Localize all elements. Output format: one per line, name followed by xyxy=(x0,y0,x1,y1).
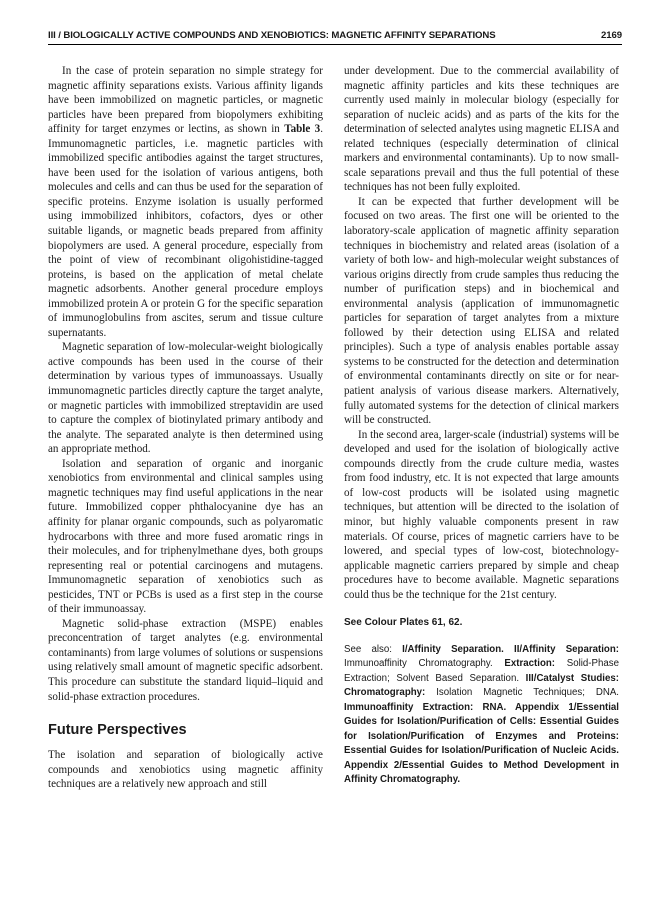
right-column xyxy=(344,64,619,788)
see-also-link-extraction[interactable]: Extraction: xyxy=(504,658,556,670)
see-also-link-appendices[interactable]: Immunoaffinity Extraction: RNA. Appendix 1/Essential Guides for Isolation/Purification of Cells: Essential Guides for Isolation/Purification of Enzymes and Proteins: Essential Guides for Isolation/Purification of Nucleic Acids. Appendix 2/Essential Guides to Method Development in Affinity Chromatography. xyxy=(344,701,619,786)
paragraph-xenobiotics: Isolation and separation of organic and inorganic xenobiotics from environmental and clinical samples using magnetic techniques may find useful applications in the near future. Immobilized copper phthalocyanine dye has an affinity for planar organic compounds, such as polyaromatic hydrocarbons with three and more fused aromatic rings in their molecules, and for triphenylmethane dyes, both groups representing real or potential carcinogens and mutagens. Immunomagnetic separation of xenobiotics such as pesticides, TNT or PCBs is used as a first step in the course of their immunoassay. xyxy=(48,457,323,616)
see-also-link-catalyst-studies[interactable]: III/Catalyst Studies: Chromatography: xyxy=(344,672,619,699)
paragraph-protein-separation-text-a: In the case of protein separation no simple strategy for magnetic affinity separations exists. Various affinity ligands have been immobilized on magnetic particles, or magnetic particles have been prepared from biopolymers exhibiting affinity for target enzymes or lectins, as shown in xyxy=(48,65,323,136)
left-column xyxy=(48,64,323,792)
section-heading-future-perspectives: Future Perspectives xyxy=(48,722,187,739)
paragraph-future-intro: The isolation and separation of biologically active compounds and xenobiotics using magnetic affinity techniques are a relatively new approach and still xyxy=(48,749,323,791)
paragraph-mspe: Magnetic solid-phase extraction (MSPE) enables preconcentration of target analytes (e.g. environmental contaminants) from large volumes of solutions or suspensions using relatively small amount of magnetic specific adsorbent. This procedure can substitute the standard liquid–liquid and solid-phase extraction procedures. xyxy=(48,617,323,703)
see-also-link-affinity-separation[interactable]: I/Affinity Separation. II/Affinity Separation: xyxy=(402,643,619,655)
see-also-text-immunoaffinity: Immunoaffinity Chromatography. xyxy=(344,658,505,670)
paragraph-protein-separation-text-b: . Immunomagnetic particles, i.e. magnetic particles with immobilized specific antibodies against the target structures, have been used for the isolation of various antigens, both molecules and cells and can thus be used for the separation of specific proteins. Enzyme isolation is usually performed using immobilized inhibitors, cofactors, dyes or other suitable ligands, or magnetic beads prepared from affinity biopolymers are used. A general procedure, especially from the point of view of recombinant oligohistidine-tagged proteins, is based on the application of metal chelate magnetic adsorbents. Another general procedure employs immobilized protein A or protein G for the specific separation of immunoglobulins from ascites, serum and tissue culture supernatants. xyxy=(48,123,323,339)
page-number: 2169 xyxy=(601,30,622,41)
running-header xyxy=(48,30,622,45)
paragraph-protein-separation xyxy=(48,64,323,340)
colour-plates-note: See Colour Plates 61, 62. xyxy=(344,617,463,629)
see-also-label: See also: xyxy=(344,643,403,655)
see-also-block xyxy=(344,643,619,788)
paragraph-two-areas: It can be expected that further development will be focused on two areas. The first one will be oriented to the laboratory-scale application of magnetic affinity separation techniques in biochemistry and related areas (isolation of a variety of both low- and high-molecular weight substances of various origins directly from crude samples thus reducing the number of purification steps) and in biochemical and environmental analysis (application of immunomagnetic particles for separation of target analytes from a mixture followed by their detection using ELISA and related principles). Such a type of analysis enables portable assay systems to be constructed for the detection and determination of environmental contaminants directly on site or for near-patient analysis of various disease markers. Alternatively, fully automated systems for the detection of clinical markers will be constructed. xyxy=(344,195,619,427)
paragraph-second-area: In the second area, larger-scale (industrial) systems will be developed and used for the isolation of biologically active compounds directly from the crude culture media, wastes from food industry, etc. It is not expected that large amounts of low-cost products will be isolated using magnetic techniques, but attention will be directed to the isolation of minor, but highly valuable components present in raw materials. Of course, prices of magnetic carriers have to be lowered, and special types of low-cost, biotechnology-applicable magnetic carriers prepared by simple and cheap procedures have to become available. Magnetic separations could thus be the technique for the 21st century. xyxy=(344,428,619,601)
paragraph-low-molecular-weight: Magnetic separation of low-molecular-weight biologically active compounds has been used in the course of their determination by various types of immunoassays. Usually immunomagnetic particles directly capture the target analyte, or magnetic particles with immobilized streptavidin are used to capture the complex of biotinylated primary antibody and the analyte. The separated analyte is then determined using an appropriate method. xyxy=(48,341,323,456)
paragraph-development: under development. Due to the commercial availability of magnetic affinity particles and kits these techniques are currently used mainly in molecular biology (especially for separation of nucleic acids) and as parts of the kits for the determination of selected analytes using magnetic ELISA and related techniques (especially determination of clinical markers and environmental contaminants). Up to now small-scale separations prevail and thus the full potential of these techniques has not been fully exploited. xyxy=(344,65,619,194)
see-also-text-solid-phase: Solid-Phase Extraction; Solvent Based Separation. xyxy=(344,658,620,684)
table-3-reference[interactable]: Table 3 xyxy=(284,123,321,136)
see-also-text-isolation-magnetic: Isolation Magnetic Techniques; DNA. xyxy=(425,687,619,699)
running-header-title: III / BIOLOGICALLY ACTIVE COMPOUNDS AND XENOBIOTICS: MAGNETIC AFFINITY SEPARATIONS xyxy=(48,30,496,41)
